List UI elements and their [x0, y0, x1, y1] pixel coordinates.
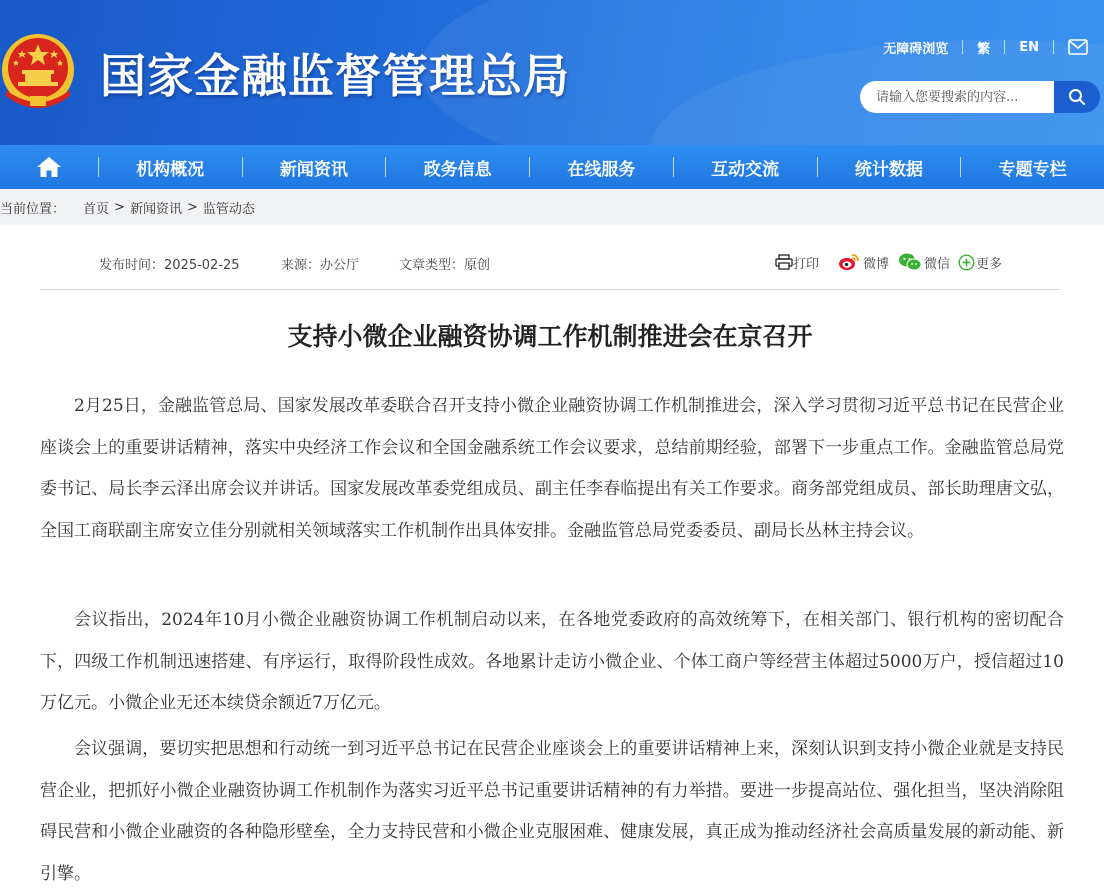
accessibility-link[interactable]: 无障碍浏览 — [883, 41, 949, 57]
share-bar — [775, 251, 1002, 273]
print-button[interactable] — [775, 253, 819, 272]
weibo-icon — [838, 253, 860, 271]
weibo-label: 微博 — [863, 256, 890, 272]
site-header — [0, 0, 1104, 145]
breadcrumb-home[interactable]: 首页 — [83, 201, 110, 217]
breadcrumb — [0, 189, 1104, 225]
article-type: 文章类型：原创 — [399, 258, 491, 273]
nav-item-news[interactable]: 新闻资讯 — [279, 159, 348, 180]
article-paragraph: 会议指出，2024年10月小微企业融资协调工作机制启动以来，在各地党委政府的高效统筹下，在相关部门、银行机构的密切配合下，四级工作机制迅速搭建、有序运行，取得阶段性成效。各地累计走访小微企业、个体工商户等经营主体超过5000万户，授信超过10万亿元。小微企业无还本续贷余额近7万亿元。 — [40, 610, 1064, 713]
nav-item-government-info[interactable]: 政务信息 — [423, 159, 492, 180]
nav-item-online-services[interactable]: 在线服务 — [567, 159, 636, 180]
wechat-label: 微信 — [924, 256, 951, 272]
breadcrumb-separator: > — [186, 199, 198, 215]
plus-circle-icon — [958, 254, 975, 271]
wechat-icon — [898, 253, 922, 271]
search-button[interactable] — [1054, 81, 1100, 113]
breadcrumb-label: 当前位置： — [0, 201, 66, 217]
nav-item-interaction[interactable]: 互动交流 — [711, 159, 780, 180]
main-nav — [0, 145, 1104, 189]
top-link-divider — [962, 40, 963, 54]
nav-home[interactable] — [0, 145, 98, 189]
weibo-share-button[interactable] — [838, 253, 889, 272]
top-link-divider — [1004, 40, 1005, 54]
more-label: 更多 — [976, 256, 1003, 272]
article-title: 支持小微企业融资协调工作机制推进会在京召开 — [287, 322, 813, 351]
national-emblem-icon[interactable] — [0, 30, 80, 112]
home-icon — [36, 156, 62, 178]
breadcrumb-news[interactable]: 新闻资讯 — [129, 201, 182, 217]
traditional-chinese-link[interactable]: 繁 — [977, 41, 991, 57]
article-paragraph: 会议强调，要切实把思想和行动统一到习近平总书记在民营企业座谈会上的重要讲话精神上来，深刻认识到支持小微企业就是支持民营企业，把抓好小微企业融资协调工作机制作为落实习近平总书记重要讲话精神的有力举措。要进一步提高站位、强化担当，坚决消除阻碍民营和小微企业融资的各种隐形壁垒，全力支持民营和小微企业克服困难、健康发展，真正成为推动经济社会高质量发展的新动能、新引擎。 — [40, 739, 1064, 884]
printer-icon — [775, 254, 793, 270]
top-link-divider — [1053, 40, 1054, 54]
meta-divider — [40, 289, 1060, 290]
breadcrumb-separator: > — [114, 199, 125, 215]
top-links — [883, 36, 1104, 58]
nav-item-special-topics[interactable]: 专题专栏 — [998, 159, 1067, 180]
print-label: 打印 — [793, 256, 820, 272]
nav-item-about[interactable]: 机构概况 — [136, 159, 205, 180]
article-paragraph: 2月25日，金融监管总局、国家发展改革委联合召开支持小微企业融资协调工作机制推进会，深入学习贯彻习近平总书记在民营企业座谈会上的重要讲话精神，落实中央经济工作会议和全国金融系统工作会议要求，总结前期经验，部署下一步重点工作。金融监管总局党委书记、局长李云泽出席会议并讲话。国家发展改革委党组成员、副主任李春临提出有关工作要求。商务部党组成员、部长助理唐文弘，全国工商联副主席安立佳分别就相关领域落实工作机制作出具体安排。金融监管总局党委委员、副局长丛林主持会议。 — [40, 396, 1064, 541]
search-input[interactable] — [860, 81, 1056, 113]
site-title: 国家金融监督管理总局 — [100, 49, 570, 103]
search-icon — [1068, 88, 1086, 106]
mail-icon[interactable] — [1068, 39, 1088, 55]
nav-item-statistics[interactable]: 统计数据 — [854, 159, 923, 180]
breadcrumb-current[interactable]: 监管动态 — [202, 201, 255, 217]
english-link[interactable]: EN — [1019, 39, 1039, 55]
more-share-button[interactable] — [958, 253, 1002, 272]
publish-time: 发布时间：2025-02-25 — [99, 258, 240, 273]
article-source: 来源：办公厅 — [281, 258, 360, 273]
wechat-share-button[interactable] — [898, 253, 950, 272]
